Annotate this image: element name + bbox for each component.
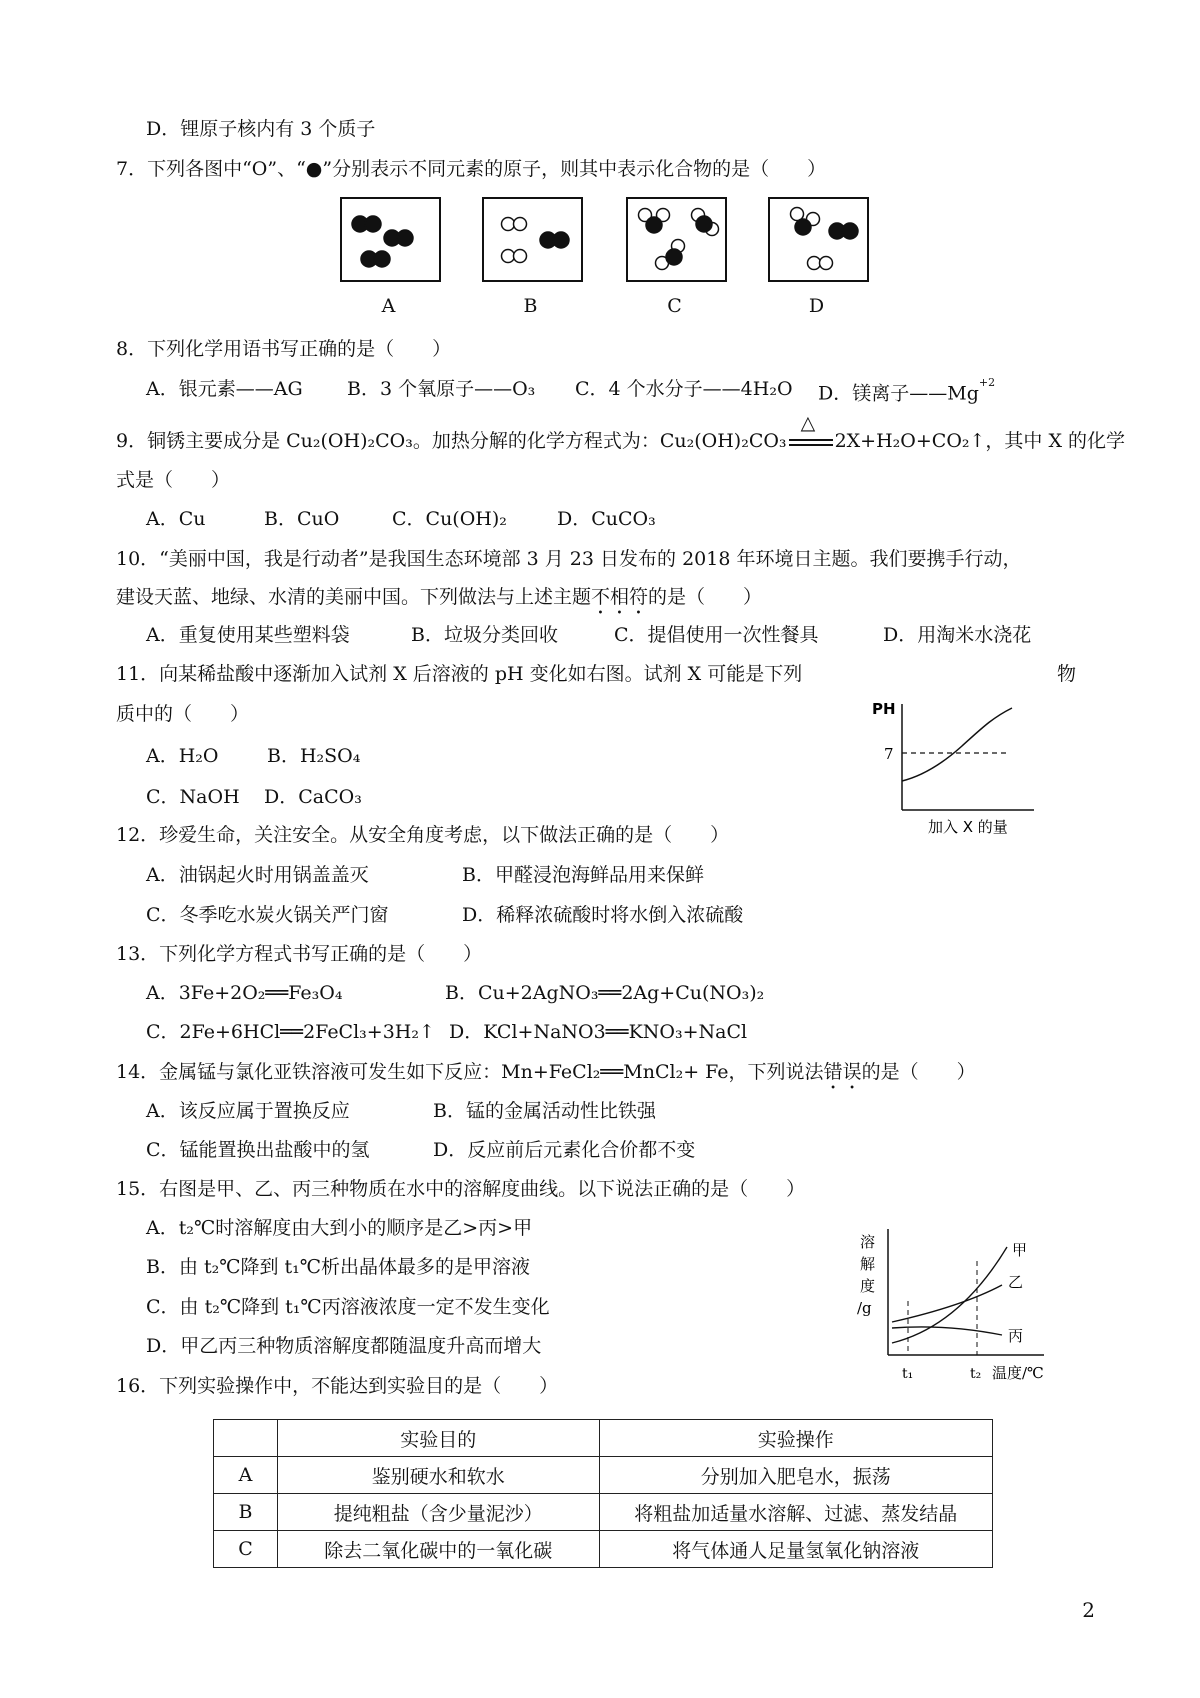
q11-option-b: B．H₂SO₄ — [267, 745, 361, 767]
q15-option-b: B．由 t₂℃降到 t₁℃析出晶体最多的是甲溶液 — [146, 1256, 531, 1278]
y-label-char-4: /g — [857, 1299, 872, 1317]
table-row — [214, 1531, 993, 1568]
q11-option-d: D．CaCO₃ — [264, 786, 362, 808]
heat-equals-sign — [787, 412, 835, 454]
q14-option-b: B．锰的金属活动性比铁强 — [433, 1100, 656, 1122]
ph-7-label: 7 — [884, 745, 894, 763]
ph-axis-label: PH — [872, 700, 896, 718]
q11-line1: 11．向某稀盐酸中逐渐加入试剂 X 后溶液的 pH 变化如右图。试剂 X 可能是下列 — [116, 663, 803, 685]
q14-option-c: C．锰能置换出盐酸中的氢 — [146, 1139, 370, 1161]
q13-option-c: C．2Fe+6HCl══2FeCl₃+3H₂↑ — [146, 1021, 435, 1043]
q8-option-a: A．银元素——AG — [146, 378, 303, 400]
q9-line1: 9．铜锈主要成分是 Cu₂(OH)₂CO₃。加热分解的化学方程式为：Cu₂(OH)₂CO₃ △ 2X+H₂O+CO₂↑，其中 X 的化学 — [116, 412, 1126, 452]
q13-option-b: B．Cu+2AgNO₃══2Ag+Cu(NO₃)₂ — [445, 982, 765, 1004]
table-header-cell: 实验操作 — [599, 1420, 993, 1457]
x-axis-label: 温度/℃ — [992, 1364, 1044, 1382]
q11-line1-tail: 物 — [1057, 663, 1077, 685]
q13-option-d: D．KCl+NaNO3══KNO₃+NaCl — [449, 1021, 748, 1043]
q14-stem: 14．金属锰与氯化亚铁溶液可发生如下反应：Mn+FeCl₂══MnCl₂+ Fe，下列说法错误的是（ ） — [116, 1061, 976, 1083]
q9-option-a: A．Cu — [146, 508, 206, 530]
t1-label: t₁ — [902, 1366, 914, 1382]
curve-jia — [892, 1247, 1007, 1343]
t2-label: t₂ — [970, 1366, 982, 1382]
q14-option-a: A．该反应属于置换反应 — [146, 1100, 350, 1122]
q7-stem: 7．下列各图中“O”、“●”分别表示不同元素的原子，则其中表示化合物的是（ ） — [116, 158, 827, 180]
y-label-char-3: 度 — [860, 1277, 876, 1295]
q16-stem: 16．下列实验操作中，不能达到实验目的是（ ） — [116, 1375, 559, 1397]
solubility-chart — [852, 1225, 1062, 1390]
series-label-yi: 乙 — [1008, 1273, 1024, 1291]
q9-option-d: D．CuCO₃ — [557, 508, 656, 530]
q12-option-a: A．油锅起火时用锅盖盖灭 — [146, 864, 369, 886]
q8-option-c: C．4 个水分子——4H₂O — [575, 378, 793, 400]
ph-chart — [862, 698, 1042, 838]
ph-curve — [902, 708, 1012, 781]
table-header-row — [214, 1420, 993, 1457]
q8-option-b: B．3 个氧原子——O₃ — [347, 378, 536, 400]
q10-option-b: B．垃圾分类回收 — [411, 624, 558, 646]
q12-stem: 12．珍爱生命，关注安全。从安全角度考虑，以下做法正确的是（ ） — [116, 824, 730, 846]
table-row — [214, 1494, 993, 1531]
q8-stem: 8．下列化学用语书写正确的是（ ） — [116, 338, 452, 360]
q7-label-d: D — [808, 295, 825, 317]
table-cell: 除去二氧化碳中的一氧化碳 — [277, 1531, 599, 1568]
q12-option-d: D．稀释浓硫酸时将水倒入浓硫酸 — [462, 904, 744, 926]
y-label-char-2: 解 — [860, 1255, 876, 1273]
q7-label-a: A — [381, 295, 396, 317]
q7-figure-c — [626, 197, 727, 282]
q7-figure-a — [340, 197, 441, 282]
q7-figure-d — [768, 197, 869, 282]
q7-label-b: B — [523, 295, 538, 317]
q15-option-c: C．由 t₂℃降到 t₁℃丙溶液浓度一定不发生变化 — [146, 1296, 550, 1318]
q16-table — [213, 1419, 993, 1568]
emphasis-text: 错误 — [823, 1061, 862, 1083]
molecule-diagram-c — [628, 199, 725, 280]
page-number: 2 — [1082, 1598, 1095, 1622]
q10-line2: 建设天蓝、地绿、水清的美丽中国。下列做法与上述主题不相符的是（ ） — [116, 586, 763, 608]
table-cell: 将粗盐加适量水溶解、过滤、蒸发结晶 — [599, 1494, 993, 1531]
table-cell: 提纯粗盐（含少量泥沙） — [277, 1494, 599, 1531]
q10-line1: 10．“美丽中国，我是行动者”是我国生态环境部 3 月 23 日发布的 2018 年环境日主题。我们要携手行动， — [116, 548, 1022, 570]
q10-option-a: A．重复使用某些塑料袋 — [146, 624, 350, 646]
q14-option-d: D．反应前后元素化合价都不变 — [433, 1139, 696, 1161]
table-row — [214, 1457, 993, 1494]
q15-option-d: D．甲乙丙三种物质溶解度都随温度升高而增大 — [146, 1335, 542, 1357]
q11-option-c: C．NaOH — [146, 786, 240, 808]
q7-figure-b — [482, 197, 583, 282]
table-cell: 鉴别硬水和软水 — [277, 1457, 599, 1494]
q11-option-a: A．H₂O — [146, 745, 219, 767]
q9-option-b: B．CuO — [264, 508, 340, 530]
ph-x-label: 加入 X 的量 — [928, 818, 1008, 836]
q12-option-c: C．冬季吃水炭火锅关严门窗 — [146, 904, 389, 926]
q10-option-d: D．用淘米水浇花 — [883, 624, 1032, 646]
molecule-diagram-d — [770, 199, 867, 280]
q12-option-b: B．甲醛浸泡海鲜品用来保鲜 — [462, 864, 704, 886]
q13-stem: 13．下列化学方程式书写正确的是（ ） — [116, 943, 483, 965]
table-cell: A — [214, 1457, 278, 1494]
q13-option-a: A．3Fe+2O₂══Fe₃O₄ — [146, 982, 343, 1004]
q10-option-c: C．提倡使用一次性餐具 — [614, 624, 819, 646]
heat-triangle-icon: △ — [800, 412, 816, 434]
molecule-diagram-b — [484, 199, 581, 280]
table-header-cell: 实验目的 — [277, 1420, 599, 1457]
q9-line2: 式是（ ） — [116, 469, 231, 491]
q6-option-d: D．锂原子核内有 3 个质子 — [146, 118, 376, 140]
emphasis-text: 不相符 — [591, 586, 649, 608]
series-label-bing: 丙 — [1008, 1327, 1024, 1345]
table-cell: 将气体通人足量氢氧化钠溶液 — [599, 1531, 993, 1568]
q9-option-c: C．Cu(OH)₂ — [392, 508, 507, 530]
q15-stem: 15．右图是甲、乙、丙三种物质在水中的溶解度曲线。以下说法正确的是（ ） — [116, 1178, 806, 1200]
q15-option-a: A．t₂℃时溶解度由大到小的顺序是乙>丙>甲 — [146, 1217, 533, 1239]
charge-superscript: +2 — [978, 376, 996, 389]
q7-label-c: C — [667, 295, 682, 317]
y-label-char-1: 溶 — [860, 1233, 876, 1251]
q8-option-d: D．镁离子$——Mg^{+2}$ — [818, 376, 996, 405]
series-label-jia: 甲 — [1012, 1241, 1028, 1259]
table-cell: 分别加入肥皂水，振荡 — [599, 1457, 993, 1494]
table-cell: B — [214, 1494, 278, 1531]
table-cell: C — [214, 1531, 278, 1568]
molecule-diagram-a — [342, 199, 439, 280]
table-header-cell — [214, 1420, 278, 1457]
q11-line2: 质中的（ ） — [116, 703, 250, 725]
